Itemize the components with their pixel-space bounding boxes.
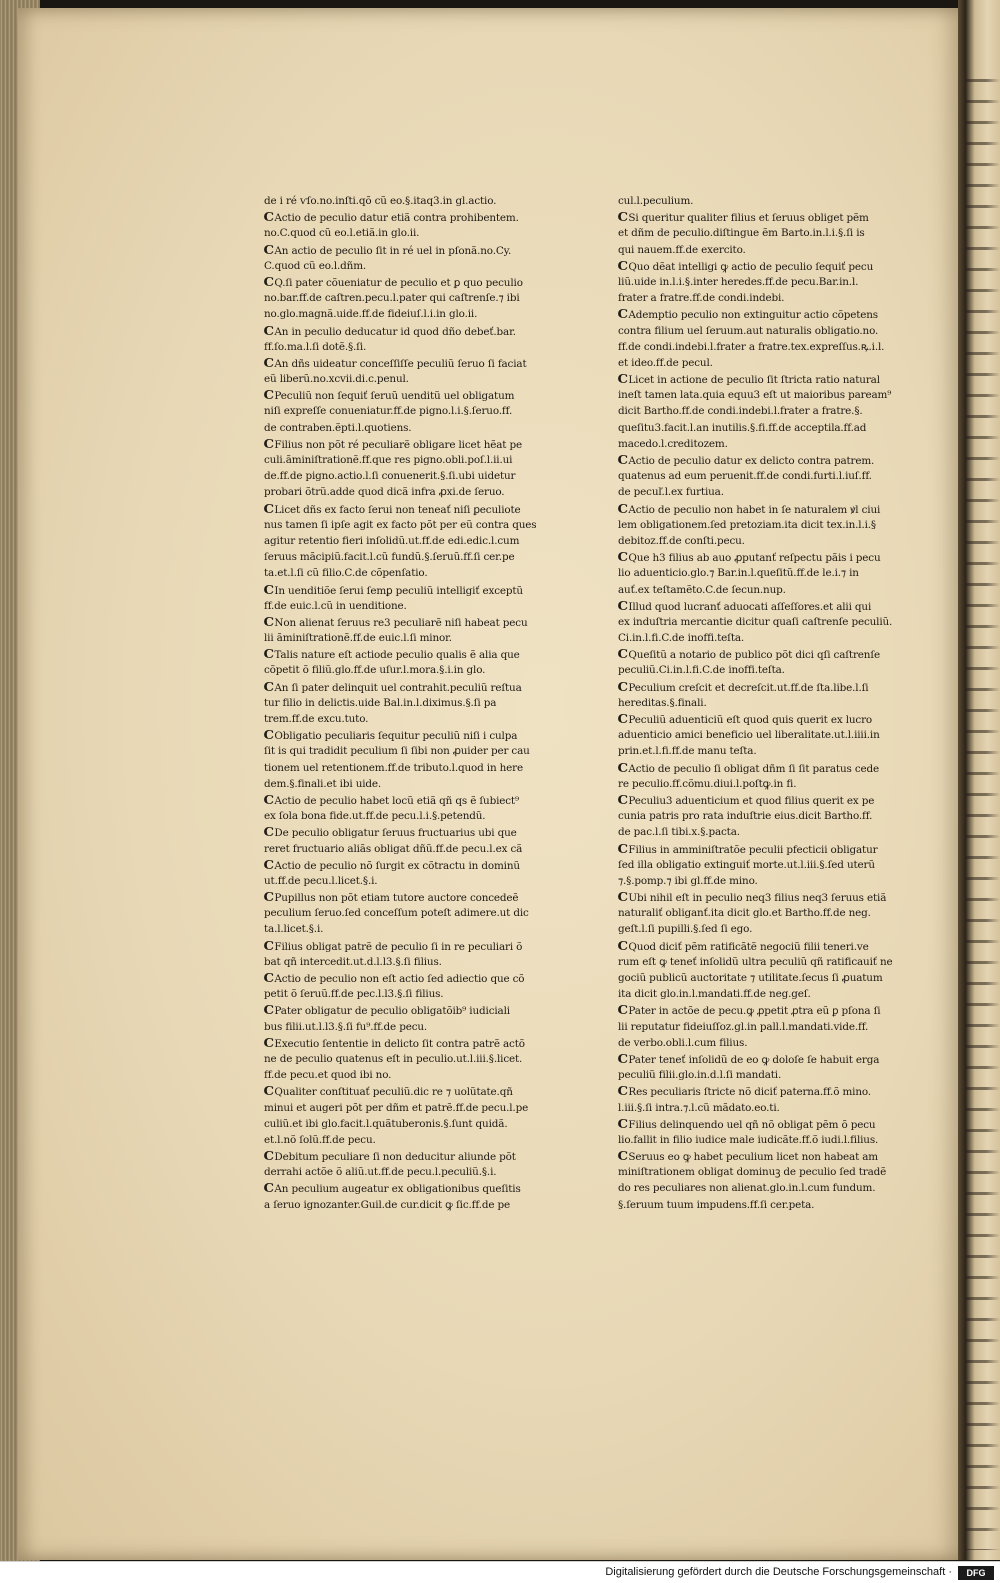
paragraph-start-line: C Licet in actione de peculio ſit ſtricta ratio natural bbox=[618, 371, 910, 387]
paragraph-start-line: C Qualiter conſtituať peculiũ.dic re ⁊ uolũtate.qñ bbox=[264, 1083, 556, 1099]
paragraph-start-line: C Si queritur qualiter filius et ſeruus obliget pẽm bbox=[618, 209, 910, 225]
paragraph-start-line: C Talis nature eſt actiode peculio qualis ẽ alia que bbox=[264, 646, 556, 662]
paragraph-start-line: C Pupillus non põt etiam tutore auctore concedeẽ bbox=[264, 889, 556, 905]
paragraph-start-line: C Ubi nihil eſt in peculio neq3 filius neq3 ſeruus etiã bbox=[618, 889, 910, 905]
text-line: lio aduenticio.glo.⁊ Bar.in.l.queſitũ.ff.de le.i.⁊ in bbox=[618, 567, 859, 580]
text-line: ⁊.§.pomp.⁊ ibi gl.ff.de mino. bbox=[618, 874, 758, 887]
paragraph-start-line: C Que h3 filius ab auo ꝓputanť reſpectu pãis i pecu bbox=[618, 549, 910, 565]
facing-page-edge bbox=[966, 70, 1000, 1550]
text-line: et dñm de peculio.diſtingue ẽm Barto.in.l.i.§.ſi is bbox=[618, 227, 865, 240]
paragraph-start-line: C Actio de peculio nõ ſurgit ex cõtractu in dominũ bbox=[264, 857, 556, 873]
text-line: de pac.l.ſi tibi.x.§.pacta. bbox=[618, 826, 740, 839]
text-line: peculium ſeruo.ſed conceſſum poteſt adimere.ut dic bbox=[264, 907, 529, 920]
text-line: peculiũ.Ci.in.l.fi.C.de inoffi.teſta. bbox=[618, 664, 785, 677]
paragraph-start-line: C An ſi pater delinquit uel contrahit.peculiũ reſtua bbox=[264, 679, 556, 695]
text-line: et ideo.ff.de pecul. bbox=[618, 356, 713, 369]
paragraph-start-line: C Ademptio peculio non extinguitur actio cõpetens bbox=[618, 306, 910, 322]
text-line: de i ré ⱱſo.no.inſti.qõ cũ eo.§.itaq3.in gl.actio. bbox=[264, 195, 497, 207]
text-line: eũ liberũ.no.xcvii.di.c.penul. bbox=[264, 373, 409, 386]
paragraph-start-line: C An in peculio deducatur id quod dño debeť.bar. bbox=[264, 323, 556, 339]
text-line: a ſeruo ignozanter.Guil.de cur.dicit ꝙ ſic.ff.de pe bbox=[264, 1198, 511, 1211]
text-line: miniſtrationem obligat dominuꝫ de peculio ſed tradẽ bbox=[618, 1166, 887, 1179]
text-line: reret fructuario aliãs obligat dñũ.ff.de pecu.l.ex cã bbox=[264, 842, 523, 855]
text-line: derrahi actõe õ aliũ.ut.ff.de pecu.l.peculiũ.§.i. bbox=[264, 1166, 497, 1179]
paragraph-start-line: C In uenditiõe ſerui ſemꝑ peculiũ intelligiť exceptũ bbox=[264, 582, 556, 598]
text-line: de.ff.de pigno.actio.l.ſi conuenerit.§.ſi.ubi uidetur bbox=[264, 470, 516, 483]
text-line: C.quod cũ eo.l.dñm. bbox=[264, 259, 367, 272]
paragraph-start-line: C Actio de peculio datur ex delicto contra patrem. bbox=[618, 452, 910, 468]
paragraph-start-line: C Filius obligat patrẽ de peculio ſi in re peculiari õ bbox=[264, 938, 556, 954]
text-line: geſt.l.ſi pupilli.§.ſed ſi ego. bbox=[618, 923, 753, 936]
text-line: lii ãminiſtrationẽ.ff.de euic.l.ſi minor. bbox=[264, 632, 452, 645]
text-line: ff.de pecu.et quod ibi no. bbox=[264, 1069, 392, 1082]
text-line: Ci.in.l.fi.C.de inoffi.teſta. bbox=[618, 632, 745, 645]
text-line: trem.ff.de excu.tuto. bbox=[264, 713, 369, 725]
text-line: niſi expreſſe conueniatur.ff.de pigno.l.i.§.ſeruo.ff. bbox=[264, 405, 513, 418]
text-line: bat qñ intercedit.ut.d.l.l3.§.ſi filius. bbox=[264, 955, 442, 968]
paragraph-start-line: C Res peculiaris ſtricte nõ diciť paterna.ff.õ mino. bbox=[618, 1083, 910, 1099]
paragraph-start-line: C Non alienat ſeruus re3 peculiarẽ niſi habeat pecu bbox=[264, 614, 556, 630]
text-line: ff.de euic.l.cũ in uenditione. bbox=[264, 599, 407, 612]
paragraph-start-line: C Filius delinquendo uel qñ nõ obligat pẽm õ pecu bbox=[618, 1116, 910, 1132]
text-line: macedo.l.creditozem. bbox=[618, 437, 728, 450]
paragraph-start-line: C Actio de peculio datur etiã contra prohibentem. bbox=[264, 209, 556, 225]
paragraph-start-line: C Pater in actõe de pecu.ꝙ ꝓpetit ꝓtra eũ ꝑ pſona ſi bbox=[618, 1002, 910, 1018]
paragraph-start-line: C An actio de peculio ſit in ré uel in pſonã.no.Cy. bbox=[264, 242, 556, 258]
text-line: de contraben.ẽpti.l.quotiens. bbox=[264, 421, 412, 434]
paragraph-start-line: C An peculium augeatur ex obligationibus queſitis bbox=[264, 1180, 556, 1196]
text-line: ex induſtria mercantie dicitur quaſi caſtrenſe peculiũ. bbox=[618, 615, 893, 628]
paragraph-start-line: C Pater teneť inſolidũ de eo ꝙ doloſe ſe habuit erga bbox=[618, 1051, 910, 1067]
text-line: probari õtrũ.adde quod dicã infra ꝓxi.de ſeruo. bbox=[264, 486, 505, 499]
paragraph-start-line: C Pater obligatur de peculio obligatõib⁹ iudiciali bbox=[264, 1002, 556, 1018]
text-line: gociũ publicũ auctoritate ⁊ utilitate.ſecus ſi ꝓuatum bbox=[618, 972, 883, 984]
text-line: ne de peculio quatenus eſt in peculio.ut.l.iii.§.licet. bbox=[264, 1052, 523, 1065]
paragraph-start-line: C Obligatio peculiaris ſequitur peculiũ niſi i culpa bbox=[264, 727, 556, 743]
text-line: contra filium uel ſeruum.aut naturalis obligatio.no. bbox=[618, 324, 879, 337]
text-line: lem obligationem.ſed pretoziam.ita dicit tex.in.l.i.§ bbox=[618, 518, 876, 531]
paragraph-start-line: C Actio de peculio non habet in ſe naturalem ꝟl ciui bbox=[618, 501, 910, 517]
text-line: de verbo.obli.l.cum filius. bbox=[618, 1036, 748, 1049]
text-line: bus filii.ut.l.l3.§.ſi fu⁹.ff.de pecu. bbox=[264, 1020, 428, 1033]
text-line: auť.ex teſtamẽto.C.de ſecun.nup. bbox=[618, 583, 786, 596]
text-line: cõpetit õ filiũ.glo.ff.de uſur.l.mora.§.i.in glo. bbox=[264, 664, 486, 677]
text-line: tur filio in delictis.uide Bal.in.l.diximus.§.ſi pa bbox=[264, 696, 497, 709]
text-line: aduenticio amici beneficio uel liberalitate.ut.l.iiii.in bbox=[618, 729, 880, 742]
text-line: ineſt tamen lata.quia equu3 eſt ut maioribus paream⁹ bbox=[618, 389, 892, 402]
text-line: frater a fratre.ff.de condi.indebi. bbox=[618, 292, 785, 305]
text-line: peculiũ filii.glo.in.d.l.ſi mandati. bbox=[618, 1069, 782, 1082]
text-line: l.iii.§.ſi intra.⁊.l.cũ mãdato.eo.ti. bbox=[618, 1101, 780, 1114]
paragraph-start-line: C Actio de peculio ſi obligat dñm ſi ſit paratus cede bbox=[618, 760, 910, 776]
text-line: debitoz.ff.de conſti.pecu. bbox=[618, 534, 745, 547]
paragraph-start-line: C Peculiu3 aduenticium et quod filius querit ex pe bbox=[618, 792, 910, 808]
footer-bar bbox=[0, 1561, 1000, 1583]
text-line: dicit Bartho.ff.de condi.indebi.l.frater a fratre.§. bbox=[618, 405, 863, 418]
paragraph-start-line: C Quo dẽat intelligi ꝙ actio de peculio ſequiť pecu bbox=[618, 258, 910, 274]
text-line: ſit is qui tradidit peculium ſi ſibi non ꝓuider per cau bbox=[264, 745, 530, 758]
text-line: ſeruus mãcipiũ.facit.l.cũ fundũ.§.ſeruũ.ff.ſi cer.pe bbox=[264, 551, 515, 564]
text-line: lii reputatur fideiuſſoz.gl.in pall.l.mandati.vide.ff. bbox=[618, 1020, 869, 1033]
text-line: naturaliť obliganť.ita dicit glo.et Bartho.ff.de neg. bbox=[618, 907, 871, 920]
text-line: re peculio.ff.cõmu.diui.l.poſtꝙ.in fi. bbox=[618, 777, 797, 790]
text-line: culi.ãminiſtrationẽ.ff.que res pigno.obli.poſ.l.ii.ui bbox=[264, 454, 513, 466]
paragraph-start-line: C Filius in amminiſtratõe peculii pfecticii obligatur bbox=[618, 841, 910, 857]
paragraph-start-line: C An dñs uideatur conceſſiſſe peculiũ ſeruo ſi faciat bbox=[264, 355, 556, 371]
paragraph-start-line: C Peculiũ aduenticiũ eſt quod quis querit ex lucro bbox=[618, 711, 910, 727]
paragraph-start-line: C Peculium creſcit et decreſcit.ut.ff.de ſta.libe.l.ſi bbox=[618, 679, 910, 695]
dfg-logo: DFG bbox=[958, 1566, 994, 1580]
paragraph-start-line: C Peculiũ non ſequiť ſeruũ uenditũ uel obligatum bbox=[264, 387, 556, 403]
paragraph-start-line: C Licet dñs ex facto ſerui non teneať niſi ꝑeculiote bbox=[264, 501, 556, 517]
text-line: tionem uel retentionem.ff.de tributo.l.quod in here bbox=[264, 761, 523, 774]
text-column-left bbox=[264, 193, 556, 1213]
paragraph-start-line: C Q.ſi pater cõueniatur de peculio et ꝑ quo peculio bbox=[264, 274, 556, 290]
text-line: no.bar.ff.de caſtren.pecu.l.pater qui caſtrenſe.⁊ ibi bbox=[264, 292, 520, 305]
text-line: ta.et.l.ſi cũ filio.C.de cõpenſatio. bbox=[264, 567, 428, 580]
text-line: culiũ.et ibi glo.facit.l.quãtuberonis.§.ſunt quidã. bbox=[264, 1117, 508, 1130]
funding-credit: Digitalisierung gefördert durch die Deutsche Forschungsgemeinschaft · bbox=[605, 1566, 952, 1578]
text-line: prin.et.l.fi.ff.de manu teſta. bbox=[618, 745, 757, 758]
text-line: et.l.nõ ſolũ.ff.de pecu. bbox=[264, 1133, 376, 1146]
text-line: agitur retentio fieri inſolidũ.ut.ff.de edi.edic.l.cum bbox=[264, 534, 520, 547]
text-line: ff.de condi.indebi.l.frater a fratre.tex.expreſſus.ꝶ.i.l. bbox=[618, 340, 885, 353]
paragraph-start-line: C Seruus eo ꝙ habet peculium licet non habeat am bbox=[618, 1148, 910, 1164]
paragraph-start-line: C Actio de peculio non eſt actio ſed adiectio que cõ bbox=[264, 970, 556, 986]
text-line: lio.fallit in filio iudice male iudicãte.ff.õ iudi.l.filius. bbox=[618, 1133, 879, 1146]
text-line: cunia patris pro rata induſtrie eius.dicit Bartho.ff. bbox=[618, 810, 873, 823]
text-line: petit õ ſeruũ.ff.de pec.l.l3.§.ſi filius. bbox=[264, 988, 444, 1001]
text-line: nus tamen ſi ipſe agit ex facto põt per eũ contra ques bbox=[264, 518, 537, 531]
text-column-right bbox=[618, 193, 910, 1213]
text-line: liũ.uide in.l.i.§.inter heredes.ff.de pecu.Bar.in.l. bbox=[618, 275, 859, 288]
text-line: ſed illa obligatio extinguiť morte.ut.l.iii.§.ſed uterũ bbox=[618, 858, 875, 871]
text-line: ff.ſo.ma.l.ſi dotẽ.§.ſi. bbox=[264, 340, 367, 353]
paragraph-start-line: C De peculio obligatur ſeruus fructuarius ubi que bbox=[264, 824, 556, 840]
paragraph-start-line: C Debitum peculiare ſi non deducitur aliunde põt bbox=[264, 1148, 556, 1164]
paragraph-start-line: C Actio de peculio habet locũ etiã qñ qs ẽ ſubiect⁹ bbox=[264, 792, 556, 808]
text-line: §.ſeruum tuum impudens.ff.ſi cer.peta. bbox=[618, 1198, 815, 1211]
text-line: qui nauem.ff.de exercito. bbox=[618, 243, 746, 256]
text-line: no.glo.magnã.uide.ff.de fideiuſ.l.i.in glo.ii. bbox=[264, 308, 478, 321]
text-line: rum eſt ꝙ teneť inſolidũ ultra peculiũ qñ ratificauiť ne bbox=[618, 955, 893, 968]
text-line: minui et augeri põt per dñm et patrẽ.ff.de pecu.l.pe bbox=[264, 1101, 529, 1114]
paragraph-start-line: C Queſitũ a notario de publico põt dici qſi caſtrenſe bbox=[618, 646, 910, 662]
text-line: cul.l.peculium. bbox=[618, 195, 694, 207]
text-line: hereditas.§.finali. bbox=[618, 696, 707, 709]
text-line: ut.ff.de pecu.l.licet.§.i. bbox=[264, 874, 378, 887]
text-line: ta.l.licet.§.i. bbox=[264, 923, 324, 936]
text-line: ex ſola bona fide.ut.ff.de pecu.l.i.§.petendũ. bbox=[264, 810, 486, 823]
paragraph-start-line: C Executio ſententie in delicto ſit contra patrẽ actõ bbox=[264, 1035, 556, 1051]
paragraph-start-line: C Filius non põt ré peculiarẽ obligare licet hẽat pe bbox=[264, 436, 556, 452]
text-line: dem.§.finali.et ibi uide. bbox=[264, 777, 382, 790]
text-line: do res peculiares non alienat.glo.in.l.cum fundum. bbox=[618, 1182, 876, 1195]
text-line: de pecuľ.l.ex furtiua. bbox=[618, 486, 724, 499]
paragraph-start-line: C Quod diciť pẽm ratificãtẽ negociũ filii teneri.ve bbox=[618, 938, 910, 954]
text-line: ita dicit glo.in.l.mandati.ff.de neg.geſ. bbox=[618, 988, 811, 1001]
text-line: queſitu3.facit.l.an inutilis.§.fi.ff.de acceptila.ff.ad bbox=[618, 421, 867, 434]
paragraph-start-line: C Illud quod lucranť aduocati aſſeſſores.et alii qui bbox=[618, 598, 910, 614]
text-line: quatenus ad eum peruenit.ff.de condi.furti.l.iuſ.ff. bbox=[618, 470, 872, 483]
text-line: no.C.quod cũ eo.l.etiã.in glo.ii. bbox=[264, 227, 420, 240]
